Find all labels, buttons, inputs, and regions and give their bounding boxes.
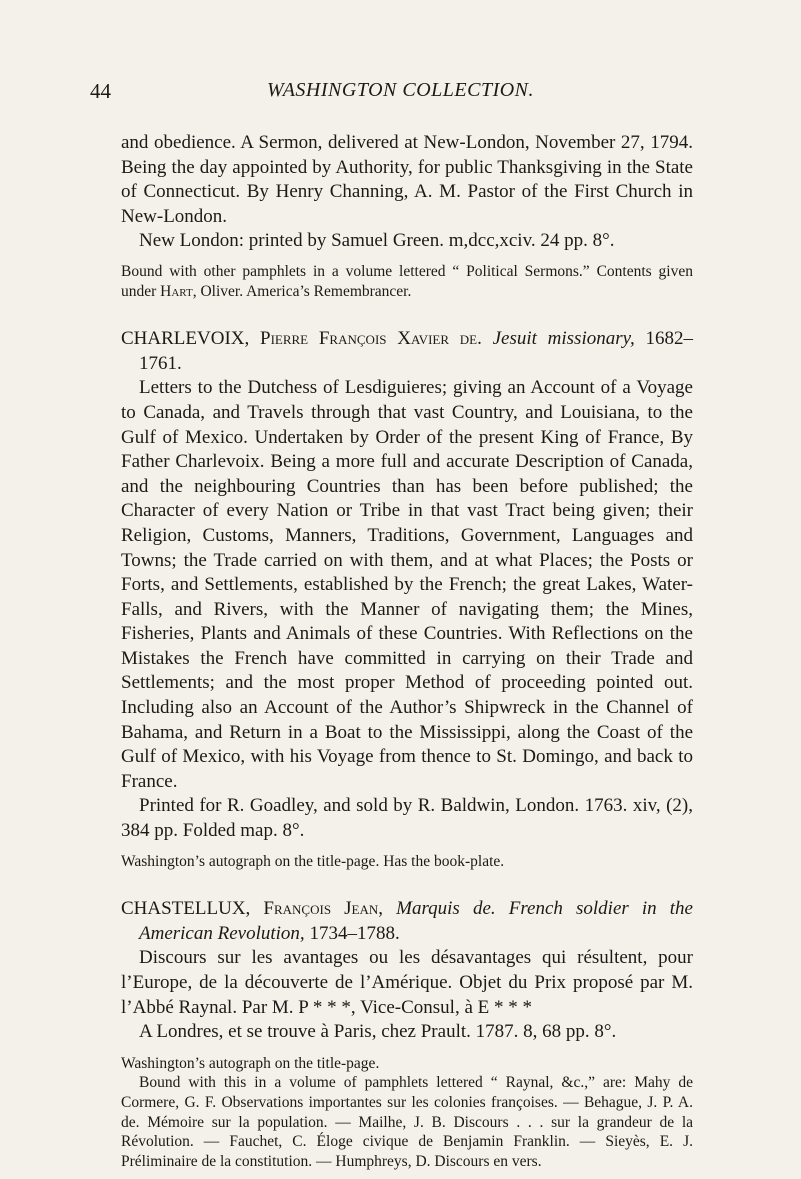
charlevoix-name: CHARLEVOIX, [121,328,260,350]
chastellux-note-autograph: Washington’s autograph on the title-page. [121,1054,380,1072]
chastellux-title: Marquis de. French soldier in the American Revolution, [139,898,693,944]
chastellux-description: Discours sur les avantages ou les désavantages qui résultent, pour l’Europe, de la découverte de l’Amérique. Objet du Prix proposé par M. l’Abbé Raynal. Par M. P * * *, Vice-Consul, à E * * * [121,947,693,1018]
sermon-description: and obedience. A Sermon, delivered at New-London, November 27, 1794. Being the day appointed by Authority, for public Thanksgiving in the State of Connecticut. By Henry Channing, A. M. Pastor of the First Church in New-London. [121,132,693,227]
chastellux-entry [121,897,693,946]
chastellux-imprint: A Londres, et se trouve à Paris, chez Prault. 1787. 8, 68 pp. 8°. [139,1021,617,1043]
charlevoix-description: Letters to the Dutchess of Lesdiguieres; giving an Account of a Voyage to Canada, and Travels through that vast Country, and Louisiana, to the Gulf of Mexico. Undertaken by Order of the present King of France, By Father Charlevoix. Being a more full and accurate Description of Canada, and the neighbouring Countries than has been before published; the Character of every Nation or Tribe in that vast Tract being given; their Religion, Customs, Manners, Traditions, Government, Languages and Towns; the Trade carried on with them, and at what Places; the Posts or Forts, and Settlements, established by the French; the great Lakes, Water-Falls, and Rivers, with the Manner of navigating them; the Mines, Fisheries, Plants and Animals of these Countries. With Reflections on the Mistakes the French have committed in carrying on their Trade and Settlements; and the most proper Method of proceeding pointed out. Including also an Account of the Author’s Shipwreck in the Channel of Bahama, and Return in a Boat to the Mississippi, along the Coast of the Gulf of Mexico, with his Voyage from thence to St. Domingo, and back to France. [121,377,693,792]
sermon-note [121,262,693,301]
charlevoix-dates: 1682–1761. [139,328,694,374]
chastellux-given: François Jean, [263,898,384,920]
page-header [0,79,801,105]
sermon-note-hart: Hart [160,282,193,300]
charlevoix-role: Jesuit missionary, [492,328,635,350]
running-head: WASHINGTON COLLECTION. [266,79,535,101]
sermon-note-rest: , Oliver. America’s Remembrancer. [192,282,412,300]
page-number: 44 [90,79,111,103]
charlevoix-note: Washington’s autograph on the title-page. Has the book-plate. [121,852,505,870]
sermon-imprint: New London: printed by Samuel Green. m,dcc,xciv. 24 pp. 8°. [139,230,615,252]
charlevoix-given: Pierre François Xavier de. [260,328,482,350]
chastellux-name: CHASTELLUX, [121,898,264,920]
chastellux-dates: 1734–1788. [304,922,400,944]
page-body [121,131,693,1171]
sermon-note-text: Bound with other pamphlets in a volume lettered “ Political Sermons.” Contents given under [121,262,693,300]
charlevoix-imprint: Printed for R. Goadley, and sold by R. Baldwin, London. 1763. xiv, (2), 384 pp. Folded map. 8°. [121,795,693,842]
chastellux-note-bound: Bound with this in a volume of pamphlets lettered “ Raynal, &c.,” are: Mahy de Cormere, G. F. Observations importantes sur les colonies françoises. — Behague, J. P. A. de. Mémoire sur la population. — Mailhe, J. B. Discours . . . sur la grandeur de la Révolution. — Fauchet, C. Éloge civique de Benjamin Franklin. — Sieyès, E. J. Préliminaire de la constitution. — Humphreys, D. Discours en vers. [121,1074,693,1170]
charlevoix-entry [121,327,693,376]
